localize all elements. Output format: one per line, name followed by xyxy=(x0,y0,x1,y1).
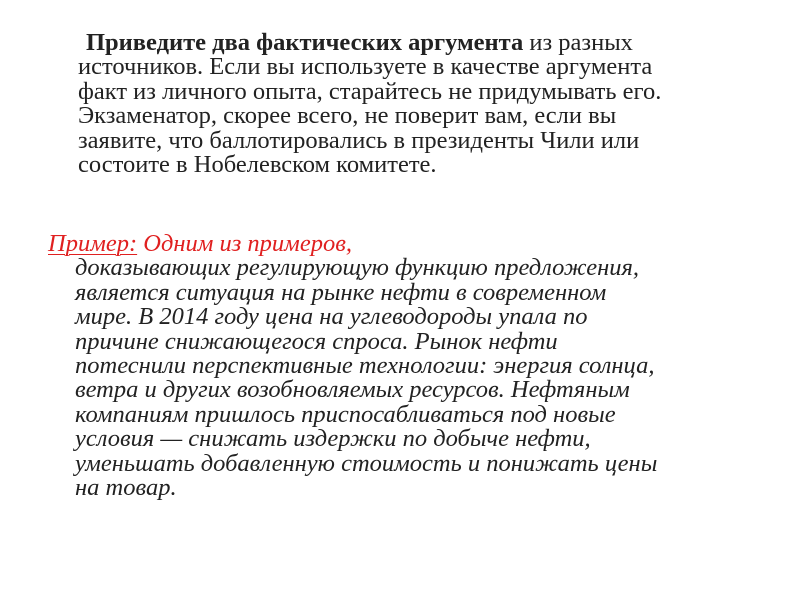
example-label: Пример: xyxy=(48,230,138,257)
paragraph1-line-1: источников. Если вы используете в качестве аргумента xyxy=(78,53,653,81)
paragraph2-line-3: мире. В 2014 году цена на углеводороды упала по xyxy=(75,303,588,331)
paragraph1-lead-rest: из разных xyxy=(523,29,633,56)
paragraph2-line-7: компаниям пришлось приспосабливаться под новые xyxy=(75,400,616,428)
paragraph2-line-2: является ситуация на рынке нефти в современном xyxy=(75,278,607,306)
paragraph1-line-2: факт из личного опыта, старайтесь не придумывать его. xyxy=(78,77,662,105)
paragraph2-line-8: условия — снижать издержки по добыче нефти, xyxy=(75,425,591,453)
paragraph2-line-6: ветра и других возобновляемых ресурсов. Нефтяным xyxy=(75,376,630,404)
example-paragraph xyxy=(48,232,788,500)
paragraph2-line-10: на товар. xyxy=(75,474,177,502)
paragraph1-line-5: состоите в Нобелевском комитете. xyxy=(78,151,437,179)
example-first-line-rest: Одним из примеров, xyxy=(137,230,352,257)
paragraph2-line-4: причине снижающегося спроса. Рынок нефти xyxy=(75,327,558,355)
argument-instruction-paragraph xyxy=(78,31,778,177)
paragraph2-line-0 xyxy=(48,232,788,256)
paragraph2-line-1: доказывающих регулирующую функцию предложения, xyxy=(75,254,639,282)
paragraph2-line-5: потеснили перспективные технологии: энергия солнца, xyxy=(75,352,655,380)
paragraph1-line-0 xyxy=(78,31,778,55)
paragraph2-line-9: уменьшать добавленную стоимость и понижать цены xyxy=(75,449,658,477)
paragraph1-line-4: заявите, что баллотировались в президенты Чили или xyxy=(78,126,640,154)
paragraph1-line-3: Экзаменатор, скорее всего, не поверит вам, если вы xyxy=(78,102,617,130)
paragraph1-lead-bold: Приведите два фактических аргумента xyxy=(86,29,524,56)
